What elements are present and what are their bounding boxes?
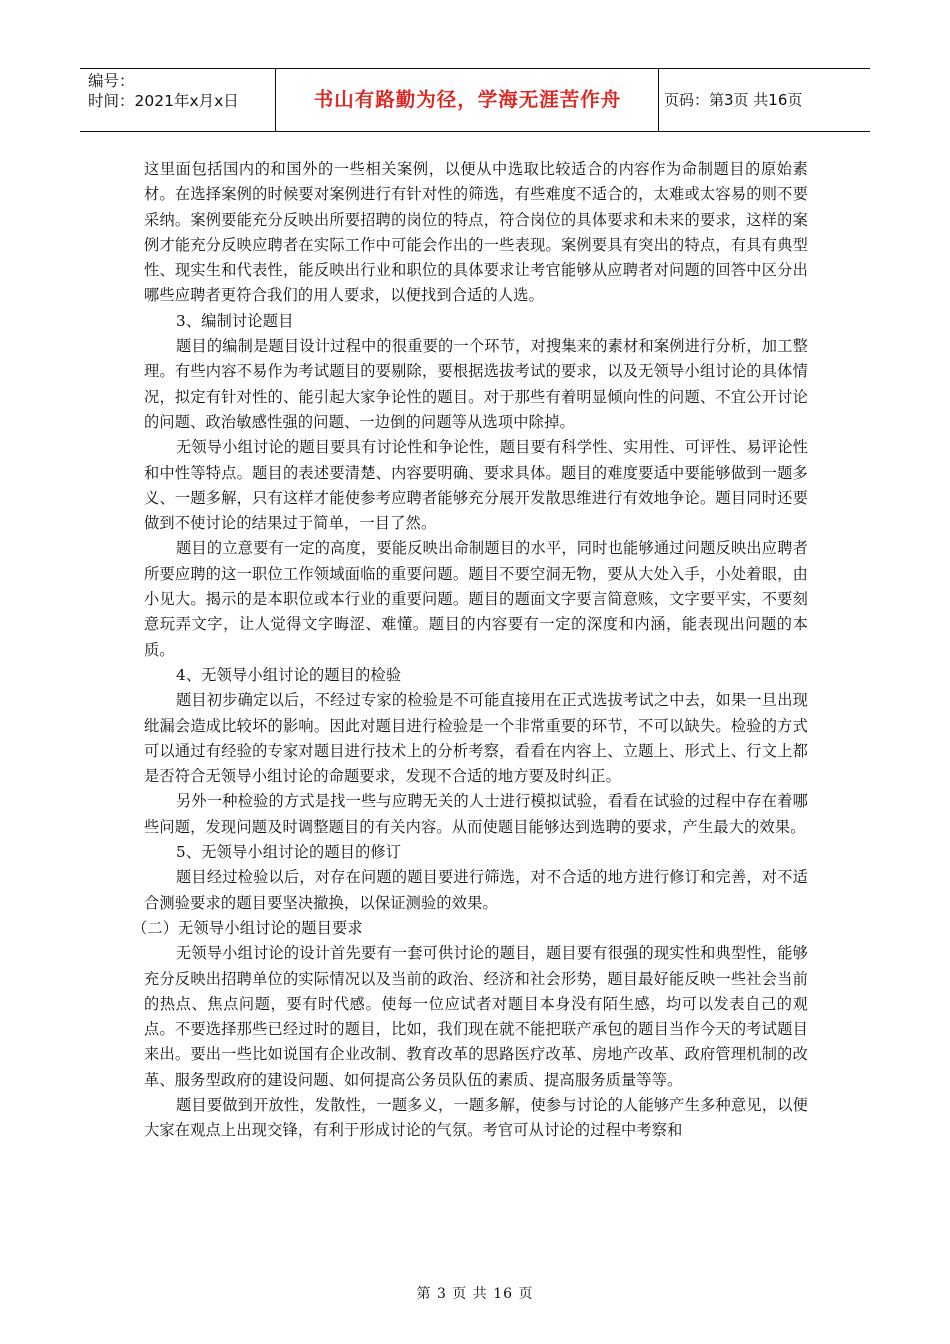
body-paragraph: 题目经过检验以后，对存在问题的题目要进行筛选，对不合适的地方进行修订和完善，对不适合测验要求的题目要坚决撤换，以保证测验的效果。 bbox=[144, 868, 808, 912]
chapter-heading: （二）无领导小组讨论的题目要求 bbox=[132, 918, 363, 937]
body-paragraph: 题目初步确定以后，不经过专家的检验是不可能直接用在正式选拔考试之中去，如果一旦出现纰漏会造成比较坏的影响。因此对题目进行检验是一个非常重要的环节，不可以缺失。检验的方式可以通过有经验的专家对题目进行技术上的分析考察，看看在内容上、立题上、形式上、行文上都是否符合无领导小组讨论的命题要求，发现不合适的地方要及时纠正。 bbox=[144, 691, 808, 786]
document-code-label: 编号： bbox=[88, 72, 135, 90]
section-heading: 4、无领导小组讨论的题目的检验 bbox=[176, 665, 402, 684]
body-paragraph: 这里面包括国内的和国外的一些相关案例，以便从中选取比较适合的内容作为命制题目的原始素材。在选择案例的时候要对案例进行有针对性的筛选，有些难度不适合的，太难或太容易的则不要采纳。案例要能充分反映出所要招聘的岗位的特点，符合岗位的具体要求和未来的要求，这样的案例才能充分反映应聘者在实际工作中可能会作出的一些表现。案例要具有突出的特点，有具有典型性、现实生和代表性，能反映出行业和职位的具体要求让考官能够从应聘者对问题的回答中区分出哪些应聘者更符合我们的用人要求，以便找到合适的人选。 bbox=[144, 160, 808, 305]
body-paragraph: 题目要做到开放性，发散性，一题多义，一题多解，使参与讨论的人能够产生多种意见，以便大家在观点上出现交锋，有利于形成讨论的气氛。考官可从讨论的过程中考察和 bbox=[144, 1095, 808, 1140]
header-motto: 书山有路勤为径，学海无涯苦作舟 bbox=[313, 88, 622, 111]
document-date: 时间：2021年x月x日 bbox=[88, 92, 239, 110]
document-body bbox=[132, 157, 808, 1144]
section-heading: 5、无领导小组讨论的题目的修订 bbox=[176, 843, 402, 862]
header-divider bbox=[275, 69, 276, 131]
header-divider bbox=[658, 69, 659, 131]
body-paragraph: 另外一种检验的方式是找一些与应聘无关的人士进行模拟试验，看看在试验的过程中存在着哪些问题，发现问题及时调整题目的有关内容。从而使题目能够达到选聘的要求，产生最大的效果。 bbox=[144, 792, 808, 836]
body-paragraph: 无领导小组讨论的设计首先要有一套可供讨论的题目，题目要有很强的现实性和典型性，能够充分反映出招聘单位的实际情况以及当前的政治、经济和社会形势，题目最好能反映一些社会当前的热点、焦点问题，要有时代感。使每一位应试者对题目本身没有陌生感，均可以发表自己的观点。不要选择那些已经过时的题目，比如，我们现在就不能把联产承包的题目当作今天的考试题目来出。要出一些比如说国有企业改制、教育改革的思路医疗改革、房地产改革、政府管理机制的改革、服务型政府的建设问题、如何提高公务员队伍的素质、提高服务质量等等。 bbox=[144, 944, 808, 1089]
body-paragraph: 无领导小组讨论的题目要具有讨论性和争论性，题目要有科学性、实用性、可评性、易评论性和中性等特点。题目的表述要清楚、内容要明确、要求具体。题目的难度要适中要能够做到一题多义、一题多解，只有这样才能使参考应聘者能够充分展开发散思维进行有效地争论。题目同时还要做到不使讨论的结果过于简单，一目了然。 bbox=[144, 438, 808, 533]
body-paragraph: 题目的立意要有一定的高度，要能反映出命制题目的水平，同时也能够通过问题反映出应聘者所要应聘的这一职位工作领域面临的重要问题。题目不要空洞无物，要从大处入手，小处着眼，由小见大。揭示的是本职位或本行业的重要问题。题目的题面文字要言简意赅，文字要平实，不要刻意玩弄文字，让人觉得文字晦涩、难懂。题目的内容要有一定的深度和内涵，能表现出问题的本质。 bbox=[144, 539, 808, 659]
page-header bbox=[80, 68, 870, 132]
header-meta bbox=[88, 71, 278, 129]
section-heading: 3、编制讨论题目 bbox=[176, 311, 294, 330]
header-page-number: 页码：第3页 共16页 bbox=[664, 91, 803, 109]
body-paragraph: 题目的编制是题目设计过程中的很重要的一个环节，对搜集来的素材和案例进行分析，加工整理。有些内容不易作为考试题目的要剔除，要根据选拔考试的要求，以及无领导小组讨论的具体情况，拟定有针对性的、能引起大家争论性的题目。对于那些有着明显倾向性的问题、不宜公开讨论的问题、政治敏感性强的问题、一边倒的问题等从选项中除掉。 bbox=[144, 337, 808, 431]
page-footer: 第 3 页 共 16 页 bbox=[416, 1286, 534, 1302]
